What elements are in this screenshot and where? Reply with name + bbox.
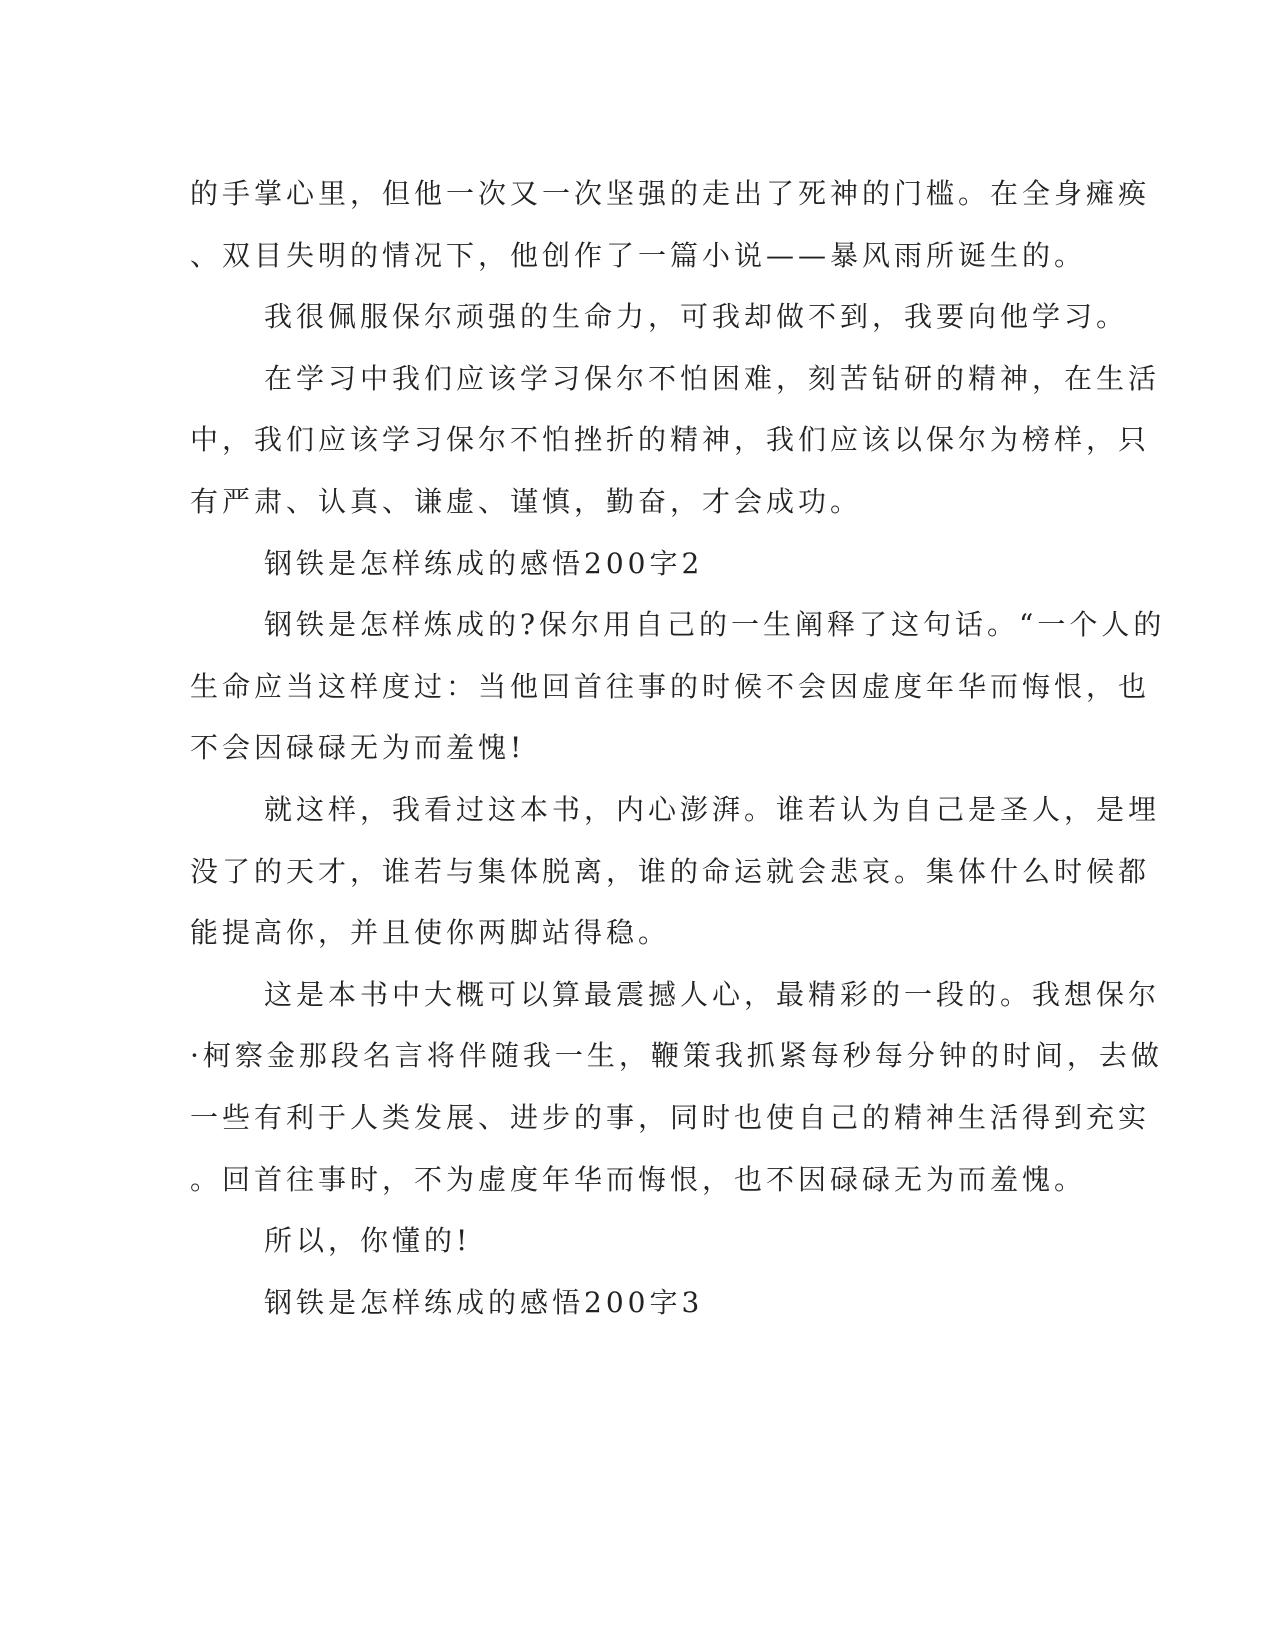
paragraph-collective-line-2: 没了的天才，谁若与集体脱离，谁的命运就会悲哀。集体什么时候都 (190, 854, 1151, 888)
section-heading-2: 钢铁是怎样练成的感悟200字2 (264, 546, 704, 580)
paragraph-learning-line-2: 中，我们应该学习保尔不怕挫折的精神，我们应该以保尔为榜样，只 (190, 423, 1151, 457)
paragraph-motto-line-3: 一些有利于人类发展、进步的事，同时也使自己的精神生活得到充实 (190, 1100, 1151, 1134)
paragraph-conclusion: 所以，你懂的! (264, 1224, 472, 1258)
section-heading-3: 钢铁是怎样练成的感悟200字3 (264, 1285, 704, 1319)
paragraph-learning-line-1: 在学习中我们应该学习保尔不怕困难，刻苦钻研的精神，在生活 (264, 361, 1161, 395)
paragraph-collective-line-3: 能提高你，并且使你两脚站得稳。 (190, 916, 671, 950)
paragraph-admiration: 我很佩服保尔顽强的生命力，可我却做不到，我要向他学习。 (264, 300, 1129, 334)
paragraph-collective-line-1: 就这样，我看过这本书，内心澎湃。谁若认为自己是圣人，是埋 (264, 792, 1161, 826)
paragraph-quote-line-2: 生命应当这样度过：当他回首往事的时候不会因虚度年华而悔恨，也 (190, 669, 1151, 703)
paragraph-quote-line-1: 钢铁是怎样炼成的?保尔用自己的一生阐释了这句话。“一个人的 (264, 608, 1166, 642)
paragraph-quote-line-3: 不会因碌碌无为而羞愧! (190, 731, 526, 765)
paragraph-motto-line-4: 。回首往事时，不为虚度年华而悔恨，也不因碌碌无为而羞愧。 (190, 1162, 1087, 1196)
document-body (190, 163, 1166, 1333)
paragraph-learning-line-3: 有严肃、认真、谦虚、谨慎，勤奋，才会成功。 (190, 484, 863, 518)
paragraph-motto-line-1: 这是本书中大概可以算最震撼人心，最精彩的一段的。我想保尔 (264, 977, 1161, 1011)
body-line-1: 的手掌心里，但他一次又一次坚强的走出了死神的门槛。在全身瘫痪 (190, 177, 1151, 210)
body-line-2: 、双目失明的情况下，他创作了一篇小说——暴风雨所诞生的。 (190, 238, 1087, 272)
paragraph-motto-line-2: ·柯察金那段名言将伴随我一生，鞭策我抓紧每秒每分钟的时间，去做 (190, 1039, 1163, 1073)
